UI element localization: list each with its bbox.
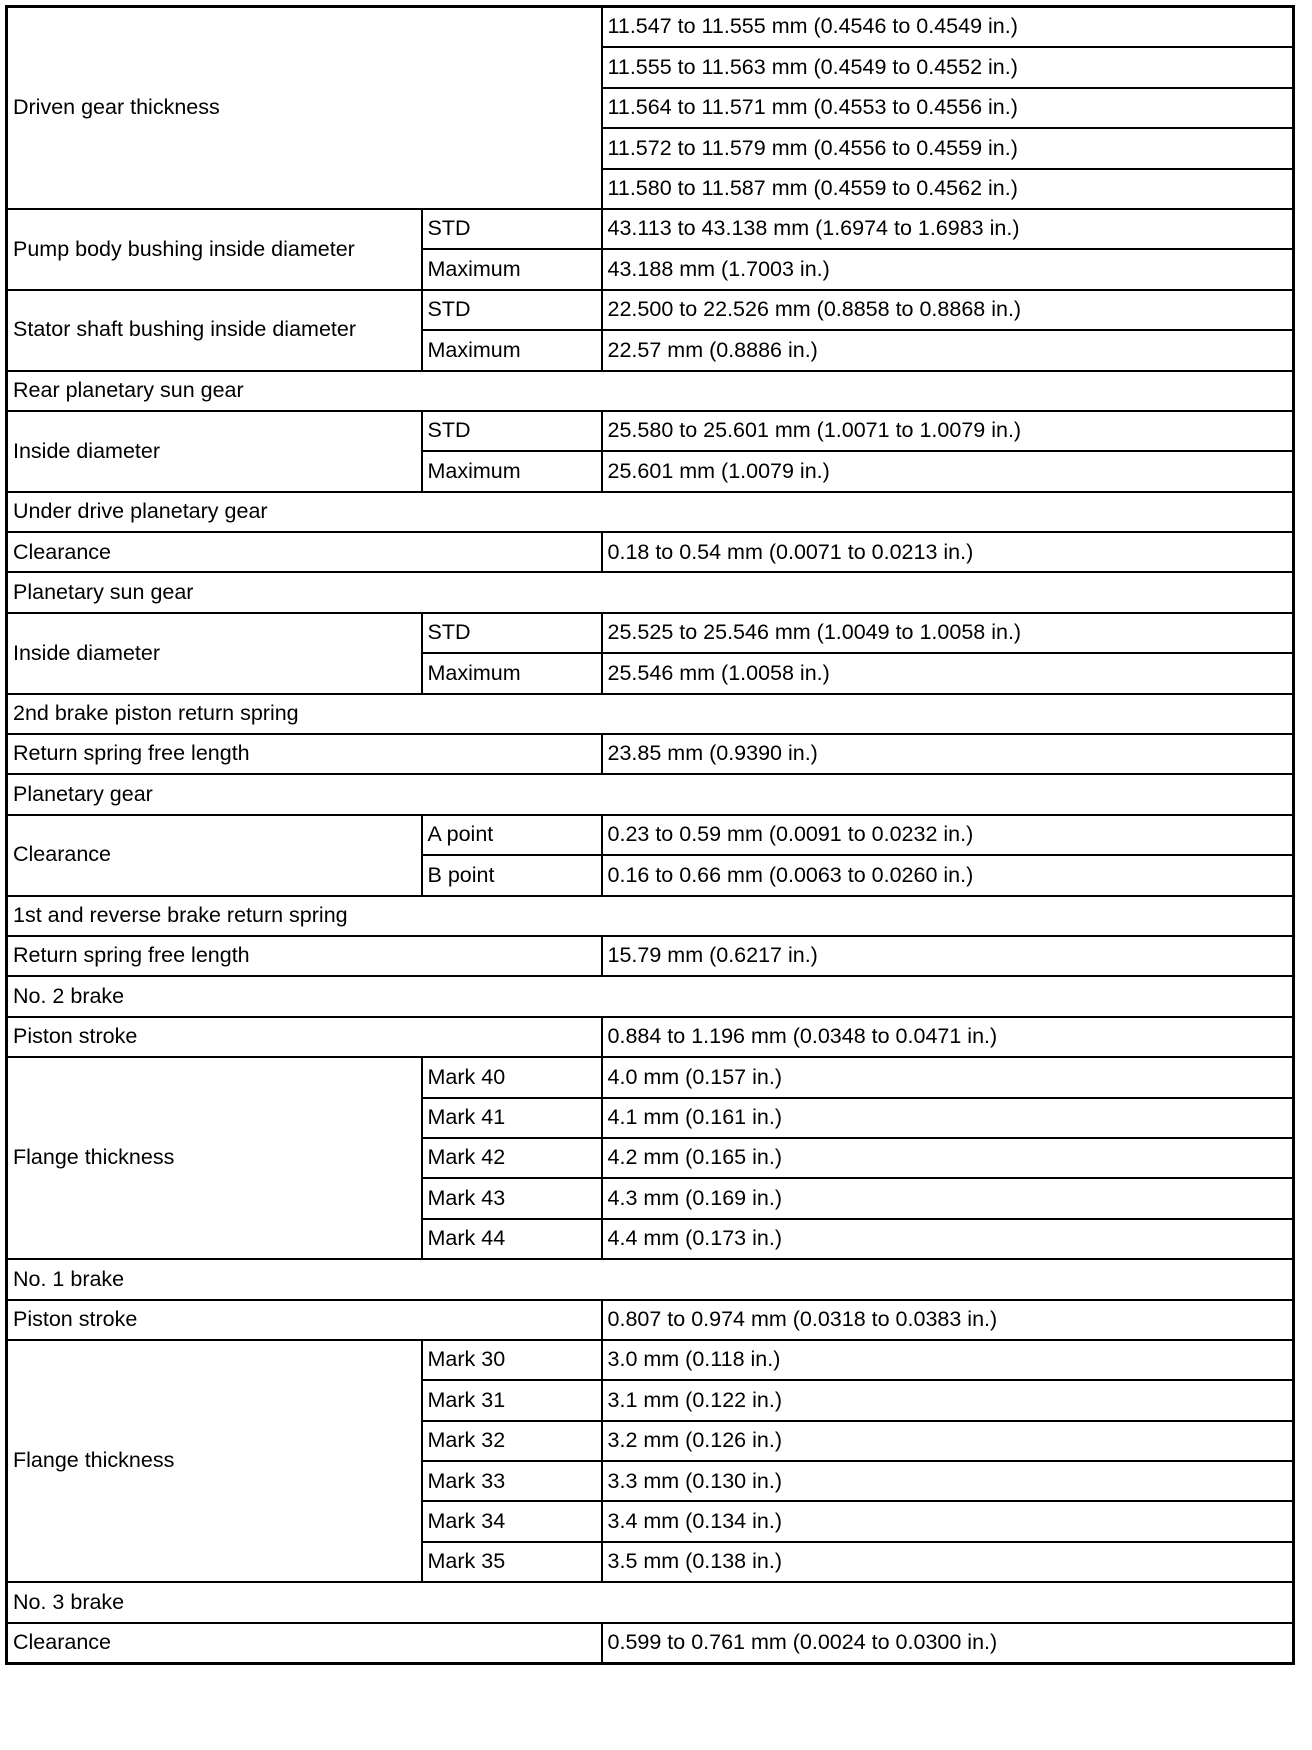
specification-table-body xyxy=(7,7,1294,1664)
item-value: 3.4 mm (0.134 in.) xyxy=(602,1501,1294,1541)
item-value: 25.546 mm (1.0058 in.) xyxy=(602,653,1294,693)
item-value: 3.1 mm (0.122 in.) xyxy=(602,1380,1294,1420)
item-value: 0.16 to 0.66 mm (0.0063 to 0.0260 in.) xyxy=(602,855,1294,895)
item-value: 4.1 mm (0.161 in.) xyxy=(602,1098,1294,1138)
item-condition: Mark 31 xyxy=(422,1380,602,1420)
item-value: 43.113 to 43.138 mm (1.6974 to 1.6983 in.) xyxy=(602,209,1294,249)
section-header: Rear planetary sun gear xyxy=(7,371,1294,411)
item-value: 4.0 mm (0.157 in.) xyxy=(602,1057,1294,1097)
table-row xyxy=(7,532,1294,572)
section-header-row xyxy=(7,492,1294,532)
section-header-row xyxy=(7,1582,1294,1622)
item-label: Clearance xyxy=(7,532,602,572)
item-label: Piston stroke xyxy=(7,1300,602,1340)
item-condition: STD xyxy=(422,290,602,330)
table-row xyxy=(7,1340,1294,1380)
table-row xyxy=(7,1623,1294,1664)
item-value: 23.85 mm (0.9390 in.) xyxy=(602,734,1294,774)
item-label: Driven gear thickness xyxy=(7,7,602,209)
item-value: 15.79 mm (0.6217 in.) xyxy=(602,936,1294,976)
item-label: Piston stroke xyxy=(7,1017,602,1057)
item-label: Inside diameter xyxy=(7,411,422,492)
item-condition: Maximum xyxy=(422,330,602,370)
section-header-row xyxy=(7,371,1294,411)
item-value: 25.580 to 25.601 mm (1.0071 to 1.0079 in.) xyxy=(602,411,1294,451)
item-value: 11.547 to 11.555 mm (0.4546 to 0.4549 in.) xyxy=(602,7,1294,48)
item-condition: Mark 41 xyxy=(422,1098,602,1138)
item-label: Clearance xyxy=(7,815,422,896)
section-header-row xyxy=(7,774,1294,814)
item-value: 3.0 mm (0.118 in.) xyxy=(602,1340,1294,1380)
item-condition: Maximum xyxy=(422,653,602,693)
item-value: 22.500 to 22.526 mm (0.8858 to 0.8868 in.) xyxy=(602,290,1294,330)
item-value: 22.57 mm (0.8886 in.) xyxy=(602,330,1294,370)
section-header-row xyxy=(7,1259,1294,1299)
section-header: Planetary gear xyxy=(7,774,1294,814)
section-header-row xyxy=(7,694,1294,734)
item-value: 0.884 to 1.196 mm (0.0348 to 0.0471 in.) xyxy=(602,1017,1294,1057)
item-condition: Mark 32 xyxy=(422,1421,602,1461)
item-condition: STD xyxy=(422,613,602,653)
table-row xyxy=(7,734,1294,774)
item-value: 0.807 to 0.974 mm (0.0318 to 0.0383 in.) xyxy=(602,1300,1294,1340)
item-condition: A point xyxy=(422,815,602,855)
item-label: Pump body bushing inside diameter xyxy=(7,209,422,290)
section-header-row xyxy=(7,896,1294,936)
item-condition: Mark 33 xyxy=(422,1461,602,1501)
item-condition: Mark 42 xyxy=(422,1138,602,1178)
item-label: Flange thickness xyxy=(7,1057,422,1259)
item-condition: Maximum xyxy=(422,249,602,289)
item-label: Clearance xyxy=(7,1623,602,1664)
item-value: 4.4 mm (0.173 in.) xyxy=(602,1219,1294,1259)
item-value: 0.18 to 0.54 mm (0.0071 to 0.0213 in.) xyxy=(602,532,1294,572)
item-value: 43.188 mm (1.7003 in.) xyxy=(602,249,1294,289)
table-row xyxy=(7,1300,1294,1340)
section-header: 1st and reverse brake return spring xyxy=(7,896,1294,936)
item-value: 11.564 to 11.571 mm (0.4553 to 0.4556 in.) xyxy=(602,88,1294,128)
item-value: 3.3 mm (0.130 in.) xyxy=(602,1461,1294,1501)
section-header: Planetary sun gear xyxy=(7,572,1294,612)
table-row xyxy=(7,209,1294,249)
item-condition: Mark 43 xyxy=(422,1178,602,1218)
item-label: Stator shaft bushing inside diameter xyxy=(7,290,422,371)
table-row xyxy=(7,411,1294,451)
item-condition: STD xyxy=(422,209,602,249)
section-header: 2nd brake piston return spring xyxy=(7,694,1294,734)
item-value: 3.5 mm (0.138 in.) xyxy=(602,1542,1294,1582)
section-header: No. 1 brake xyxy=(7,1259,1294,1299)
specification-table xyxy=(5,5,1295,1665)
item-value: 11.555 to 11.563 mm (0.4549 to 0.4552 in.) xyxy=(602,47,1294,87)
item-value: 0.23 to 0.59 mm (0.0091 to 0.0232 in.) xyxy=(602,815,1294,855)
table-row xyxy=(7,290,1294,330)
table-row xyxy=(7,936,1294,976)
item-label: Return spring free length xyxy=(7,734,602,774)
section-header-row xyxy=(7,572,1294,612)
item-condition: Mark 30 xyxy=(422,1340,602,1380)
item-condition: Mark 44 xyxy=(422,1219,602,1259)
item-value: 11.572 to 11.579 mm (0.4556 to 0.4559 in.) xyxy=(602,128,1294,168)
table-row xyxy=(7,7,1294,48)
section-header: No. 3 brake xyxy=(7,1582,1294,1622)
section-header-row xyxy=(7,976,1294,1016)
item-condition: B point xyxy=(422,855,602,895)
item-condition: STD xyxy=(422,411,602,451)
section-header: Under drive planetary gear xyxy=(7,492,1294,532)
item-label: Return spring free length xyxy=(7,936,602,976)
item-value: 0.599 to 0.761 mm (0.0024 to 0.0300 in.) xyxy=(602,1623,1294,1664)
item-value: 3.2 mm (0.126 in.) xyxy=(602,1421,1294,1461)
item-value: 25.525 to 25.546 mm (1.0049 to 1.0058 in.) xyxy=(602,613,1294,653)
table-row xyxy=(7,1057,1294,1097)
table-row xyxy=(7,1017,1294,1057)
item-value: 4.2 mm (0.165 in.) xyxy=(602,1138,1294,1178)
table-row xyxy=(7,815,1294,855)
item-condition: Mark 40 xyxy=(422,1057,602,1097)
table-row xyxy=(7,613,1294,653)
item-value: 4.3 mm (0.169 in.) xyxy=(602,1178,1294,1218)
item-label: Flange thickness xyxy=(7,1340,422,1582)
item-label: Inside diameter xyxy=(7,613,422,694)
section-header: No. 2 brake xyxy=(7,976,1294,1016)
item-condition: Maximum xyxy=(422,451,602,491)
item-value: 25.601 mm (1.0079 in.) xyxy=(602,451,1294,491)
item-condition: Mark 35 xyxy=(422,1542,602,1582)
item-condition: Mark 34 xyxy=(422,1501,602,1541)
item-value: 11.580 to 11.587 mm (0.4559 to 0.4562 in.) xyxy=(602,169,1294,209)
